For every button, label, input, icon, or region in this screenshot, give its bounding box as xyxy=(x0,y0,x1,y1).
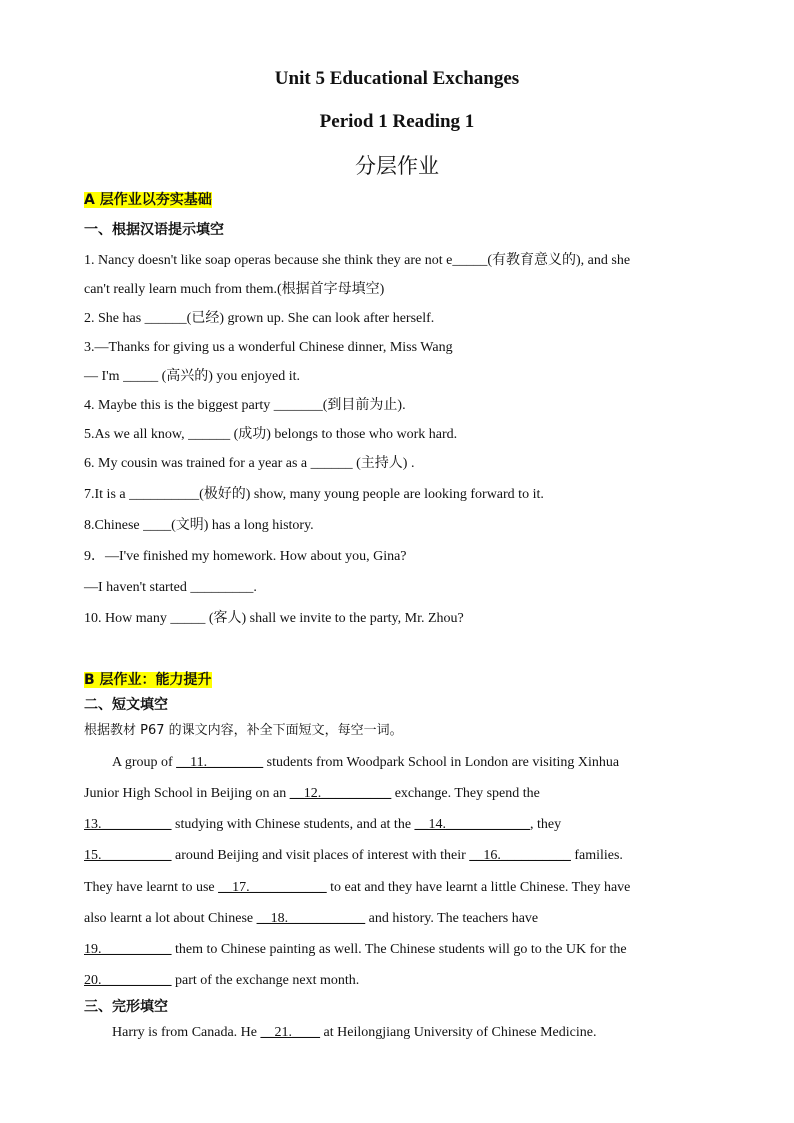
blank-18: __18.___________ xyxy=(256,911,366,926)
part-one-title: 一、根据汉语提示填空 xyxy=(84,222,224,238)
passage-text: and history. The teachers have xyxy=(365,911,539,926)
passage-text: A group of xyxy=(112,755,177,770)
section-b-label xyxy=(84,670,212,691)
question-line: 8.Chinese ____(文明) has a long history. xyxy=(84,518,314,533)
blank-11: __11.________ xyxy=(176,755,264,770)
passage-line xyxy=(112,753,619,773)
period-title: Period 1 Reading 1 xyxy=(319,111,475,132)
passage-text: Junior High School in Beijing on an xyxy=(84,786,290,801)
question-line: 1. Nancy doesn't like soap operas because she think they are not e_____(有教育意义的), and she xyxy=(84,253,631,268)
question-line: —I haven't started _________. xyxy=(84,580,257,595)
part-two-instruction: 根据教材 P67 的课文内容，补全下面短文，每空一词。 xyxy=(84,723,403,738)
blank-16: __16.__________ xyxy=(469,848,571,863)
passage-text: around Beijing and visit places of interest with their xyxy=(171,848,470,863)
passage-text: students from Woodpark School in London are visiting Xinhua xyxy=(263,755,620,770)
cloze-text: Harry is from Canada. He xyxy=(112,1025,261,1040)
passage-line xyxy=(84,971,359,991)
blank-19: 19.__________ xyxy=(84,942,172,957)
part-two-title: 二、短文填空 xyxy=(84,697,168,713)
question-line: 4. Maybe this is the biggest party _______(到目前为止). xyxy=(84,398,406,413)
question-line: 6. My cousin was trained for a year as a ______ (主持人) . xyxy=(84,456,415,471)
question-line: — I'm _____ (高兴的) you enjoyed it. xyxy=(84,369,300,384)
section-b-highlight: B 层作业：能力提升 xyxy=(84,672,212,688)
cloze-text: at Heilongjiang University of Chinese Medicine. xyxy=(320,1025,597,1040)
blank-14: __14.____________ xyxy=(414,817,531,832)
passage-line xyxy=(84,940,627,960)
question-line: 7.It is a __________(极好的) show, many young people are looking forward to it. xyxy=(84,487,544,502)
passage-text: They have learnt to use xyxy=(84,880,219,895)
cloze-line xyxy=(112,1023,596,1043)
blank-15: 15.__________ xyxy=(84,848,172,863)
blank-12: __12.__________ xyxy=(289,786,392,801)
blank-21: __21.____ xyxy=(260,1025,321,1040)
passage-text: studying with Chinese students, and at the xyxy=(171,817,415,832)
question-line: 10. How many _____ (客人) shall we invite to the party, Mr. Zhou? xyxy=(84,611,464,626)
assignment-title: 分层作业 xyxy=(355,154,439,178)
passage-line xyxy=(84,846,623,866)
section-a-label xyxy=(84,190,212,211)
blank-13: 13.__________ xyxy=(84,817,172,832)
passage-text: , they xyxy=(530,817,562,832)
passage-line xyxy=(84,878,630,898)
passage-text: part of the exchange next month. xyxy=(171,973,360,988)
question-line: 3.—Thanks for giving us a wonderful Chinese dinner, Miss Wang xyxy=(84,340,453,355)
passage-line xyxy=(84,784,540,804)
part-three-title: 三、完形填空 xyxy=(84,999,168,1015)
question-line: 9．—I've finished my homework. How about you, Gina? xyxy=(84,549,407,564)
blank-20: 20.__________ xyxy=(84,973,172,988)
unit-title: Unit 5 Educational Exchanges xyxy=(274,68,520,89)
question-line: 2. She has ______(已经) grown up. She can look after herself. xyxy=(84,311,435,326)
passage-text: exchange. They spend the xyxy=(391,786,540,801)
question-line: 5.As we all know, ______ (成功) belongs to those who work hard. xyxy=(84,427,458,442)
passage-line xyxy=(84,909,538,929)
question-line: can't really learn much from them.(根据首字母填空) xyxy=(84,282,385,297)
passage-text: to eat and they have learnt a little Chinese. They have xyxy=(326,880,631,895)
passage-text: them to Chinese painting as well. The Chinese students will go to the UK for the xyxy=(171,942,627,957)
passage-line xyxy=(84,815,561,835)
passage-text: families. xyxy=(570,848,623,863)
blank-17: __17.___________ xyxy=(218,880,327,895)
passage-text: also learnt a lot about Chinese xyxy=(84,911,257,926)
section-a-highlight: A 层作业以夯实基础 xyxy=(84,192,212,208)
